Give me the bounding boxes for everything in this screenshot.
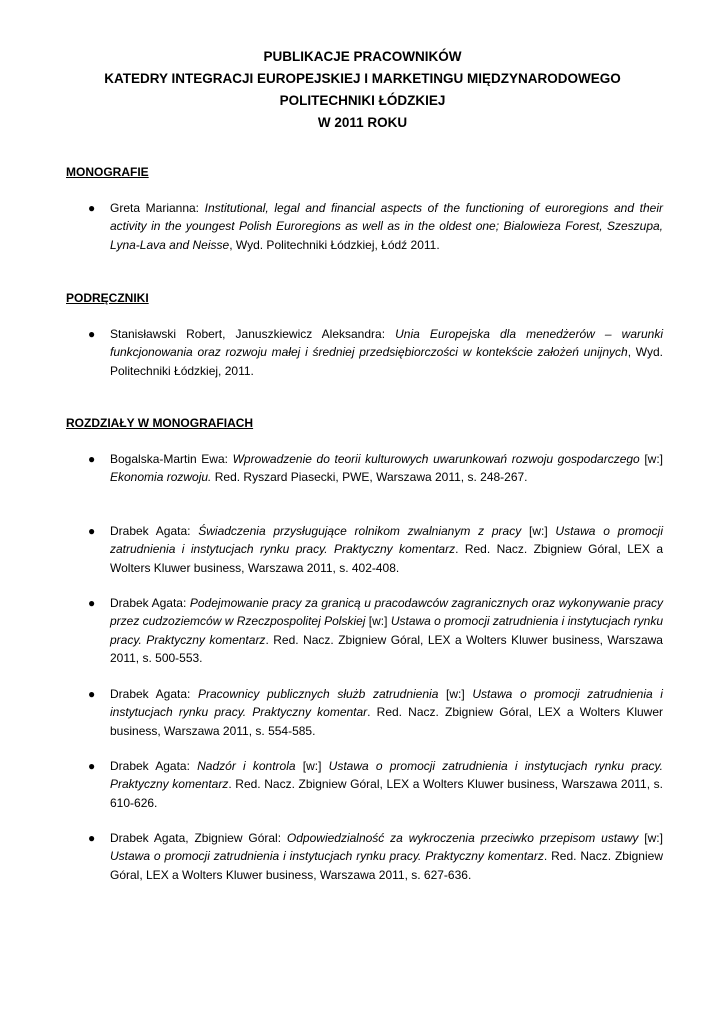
- bullet-icon: ●: [88, 327, 96, 341]
- bullet-icon: ●: [88, 452, 96, 466]
- entry-title-text: Pracownicy publicznych służb zatrudnienia: [198, 687, 439, 701]
- entry-text: [w:]: [438, 687, 473, 701]
- entry-text: [w:]: [638, 831, 663, 845]
- entry-title-text: Ustawa o promocji zatrudnienia i instytucjach rynku pracy. Praktyczny komentarz: [110, 614, 663, 647]
- bullet-icon: ●: [88, 524, 96, 538]
- entry-text: Drabek Agata:: [110, 524, 199, 538]
- entry-text: [w:]: [295, 759, 329, 773]
- entry-text: [w:]: [521, 524, 556, 538]
- section-heading-rozdzialy: ROZDZIAŁY W MONOGRAFIACH: [66, 416, 254, 430]
- entry-title-text: Wprowadzenie do teorii kulturowych uwarunkowań rozwoju gospodarczego: [232, 452, 640, 466]
- list-item: [88, 757, 663, 812]
- section-heading-podreczniki: PODRĘCZNIKI: [66, 291, 149, 305]
- bullet-icon: ●: [88, 596, 96, 610]
- entry-title-text: Ustawa o promocji zatrudnienia i instytucjach rynku pracy. Praktyczny komentarz: [110, 759, 663, 792]
- entry-text: . Red. Nacz. Zbigniew Góral, LEX a Wolters Kluwer business, Warszawa 2011, s. 627-636.: [110, 849, 663, 882]
- entry-text: Drabek Agata:: [110, 687, 198, 701]
- entry-title-text: Nadzór i kontrola: [197, 759, 296, 773]
- entry-title-text: Podejmowanie pracy za granicą u pracodawców zagranicznych oraz wykonywanie pracy przez cudzoziemców w Rzeczpospolitej Polskiej: [110, 596, 663, 629]
- entry-title-text: Świadczenia przysługujące rolnikom zwalnianym z pracy: [198, 524, 522, 538]
- list-item: [88, 450, 663, 487]
- entry-text: Stanisławski Robert, Januszkiewicz Aleksandra:: [110, 327, 396, 341]
- entry-title-text: Institutional, legal and financial aspects of the functioning of euroregions and their activity in the youngest Polish Euroregions as well as in the oldest one; Bialowieza Forest, Szeszupa, Lyna-Lava and Neisse: [110, 201, 664, 252]
- entry-title-text: Odpowiedzialność za wykroczenia przeciwko przepisom ustawy: [286, 831, 639, 845]
- entry-title-text: Unia Europejska dla menedżerów – warunki funkcjonowania oraz rozwoju małej i średniej przedsiębiorczości w kontekście założeń unijnych: [110, 327, 663, 360]
- entry-text: Red. Ryszard Piasecki, PWE, Warszawa 2011, s. 248-267.: [211, 470, 528, 485]
- entry-text: , Wyd. Politechniki Łódzkiej, 2011.: [110, 345, 663, 378]
- title-line-1: PUBLIKACJE PRACOWNIKÓW: [263, 49, 462, 64]
- title-line-2: KATEDRY INTEGRACJI EUROPEJSKIEJ I MARKETINGU MIĘDZYNARODOWEGO: [104, 71, 621, 86]
- entry-text: [w:]: [365, 614, 391, 629]
- bullet-icon: ●: [88, 759, 96, 773]
- page-title: [0, 46, 725, 134]
- entry-text: . Red. Nacz. Zbigniew Góral, LEX a Wolters Kluwer business, Warszawa 2011, s. 402-408.: [110, 542, 663, 575]
- entry-title-text: Ekonomia rozwoju.: [110, 470, 212, 485]
- entry-text: . Red. Nacz. Zbigniew Góral, LEX a Wolters Kluwer business, Warszawa 2011, s. 610-626.: [110, 777, 663, 810]
- list-item: [88, 685, 663, 740]
- bullet-icon: ●: [88, 201, 96, 215]
- title-line-3: POLITECHNIKI ŁÓDZKIEJ: [279, 93, 446, 108]
- bullet-icon: ●: [88, 687, 96, 701]
- entry-title-text: Ustawa o promocji zatrudnienia i instytucjach rynku pracy. Praktyczny komentarz: [110, 849, 544, 864]
- entry-title-text: Ustawa o promocji zatrudnienia i instytucjach rynku pracy. Praktyczny komentarz: [110, 524, 663, 557]
- entry-text: Drabek Agata, Zbigniew Góral:: [110, 831, 287, 845]
- entry-text: . Red. Nacz. Zbigniew Góral, LEX a Wolters Kluwer business, Warszawa 2011, s. 500-553.: [110, 632, 663, 665]
- entry-text: Drabek Agata:: [110, 759, 198, 773]
- list-item: [88, 594, 663, 667]
- entry-text: Drabek Agata:: [110, 596, 190, 610]
- list-item: [88, 325, 663, 380]
- section-heading-monografie: MONOGRAFIE: [66, 165, 149, 179]
- list-item: [88, 522, 663, 577]
- entry-text: , Wyd. Politechniki Łódzkiej, Łódź 2011.: [229, 237, 440, 252]
- bullet-icon: ●: [88, 831, 96, 845]
- entry-text: Bogalska-Martin Ewa:: [110, 452, 233, 466]
- list-item: [88, 829, 663, 884]
- entry-text: [w:]: [639, 452, 663, 466]
- entry-text: Greta Marianna:: [110, 201, 205, 215]
- list-item: [88, 199, 664, 254]
- entry-title-text: Ustawa o promocji zatrudnienia i instytucjach rynku pracy. Praktyczny komentar: [110, 687, 663, 720]
- title-line-4: W 2011 ROKU: [317, 115, 408, 130]
- entry-text: . Red. Nacz. Zbigniew Góral, LEX a Wolters Kluwer business, Warszawa 2011, s. 554-585.: [110, 705, 663, 738]
